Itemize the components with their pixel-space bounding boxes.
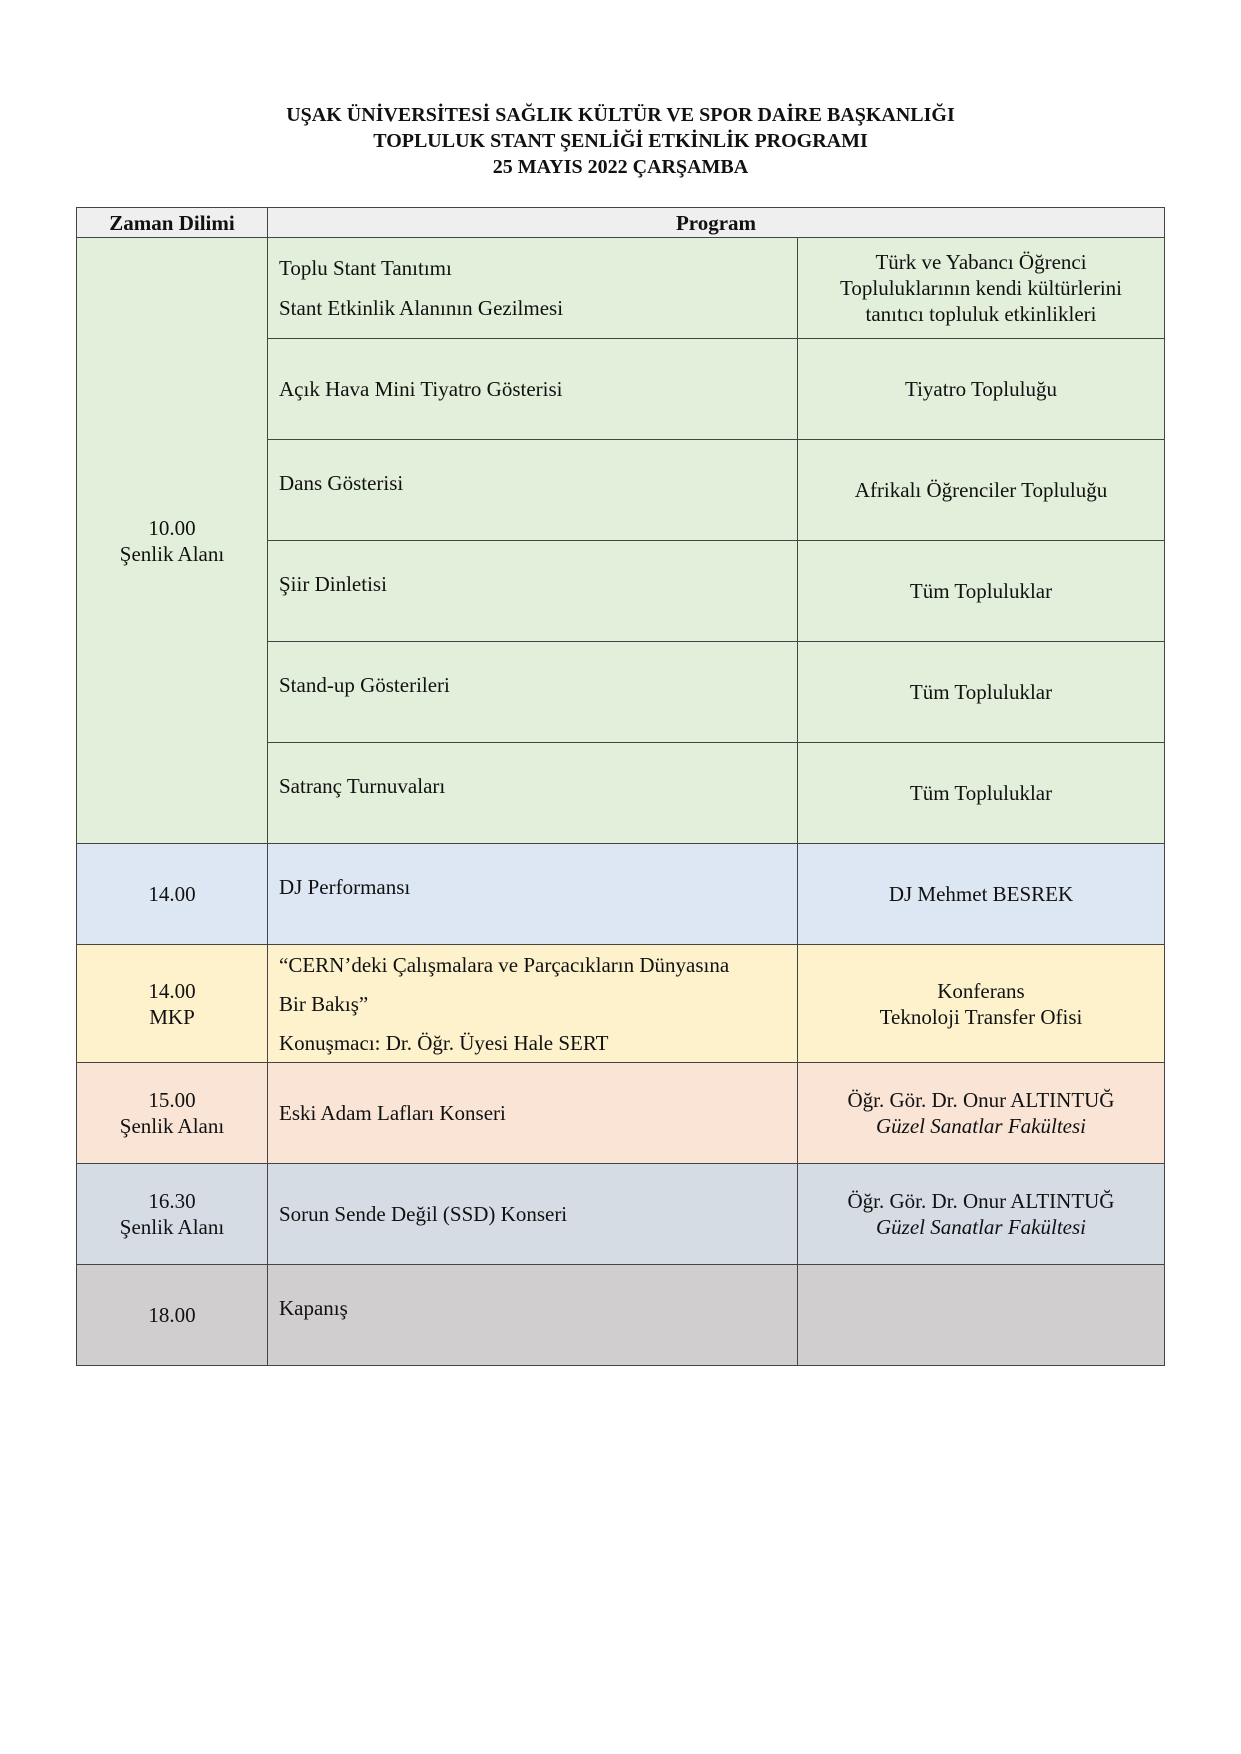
- time-cell: [77, 1063, 268, 1164]
- col-header-time: Zaman Dilimi: [77, 208, 268, 238]
- time-cell: [77, 844, 268, 945]
- table-row: [77, 1164, 1165, 1265]
- program-cell: [268, 1164, 798, 1265]
- program-cell: [268, 642, 798, 743]
- program-text: Dans Gösterisi: [279, 471, 404, 495]
- place-value: Şenlik Alanı: [119, 541, 225, 566]
- time-cell: [77, 1164, 268, 1265]
- header-date: 25 MAYIS 2022 ÇARŞAMBA: [492, 156, 749, 178]
- organizer-text: tanıtıcı topluluk etkinlikleri: [865, 302, 1097, 326]
- organizer-text: Tiyatro Topluluğu: [905, 377, 1057, 401]
- time-cell: [77, 238, 268, 844]
- organizer-cell: [798, 541, 1165, 642]
- organizer-text: Topluluklarının kendi kültürlerini: [840, 276, 1122, 300]
- organizer-text: DJ Mehmet BESREK: [888, 882, 1074, 906]
- organizer-cell: [798, 642, 1165, 743]
- program-cell: [268, 1265, 798, 1366]
- program-text: Stand-up Gösterileri: [279, 673, 450, 697]
- table-row: [77, 238, 1165, 339]
- table-row: [77, 844, 1165, 945]
- program-cell: [268, 440, 798, 541]
- program-cell: [268, 1063, 798, 1164]
- table-row: [77, 945, 1165, 1063]
- time-cell: [77, 1265, 268, 1366]
- program-text: Stant Etkinlik Alanının Gezilmesi: [279, 296, 564, 320]
- organizer-text: Tüm Topluluklar: [909, 579, 1053, 603]
- program-text: Bir Bakış”: [279, 991, 369, 1016]
- organizer-text: Türk ve Yabancı Öğrenci: [875, 250, 1087, 274]
- program-text: Satranç Turnuvaları: [279, 774, 446, 798]
- organizer-text: Afrikalı Öğrenciler Topluluğu: [854, 478, 1108, 502]
- time-value: 16.30: [148, 1189, 196, 1213]
- organizer-unit: Güzel Sanatlar Fakültesi: [876, 1215, 1086, 1239]
- time-value: 14.00: [148, 882, 196, 906]
- header-event-title: TOPLULUK STANT ŞENLİĞİ ETKİNLİK PROGRAMI: [373, 130, 868, 152]
- program-text: Konuşmacı: Dr. Öğr. Üyesi Hale SERT: [279, 1030, 609, 1055]
- organizer-text: Teknoloji Transfer Ofisi: [879, 1004, 1083, 1029]
- header-institution: UŞAK ÜNİVERSİTESİ SAĞLIK KÜLTÜR VE SPOR DAİRE BAŞKANLIĞI: [286, 104, 955, 126]
- time-value: 14.00: [148, 978, 196, 1003]
- table-row: [77, 1265, 1165, 1366]
- program-text: “CERN’deki Çalışmalara ve Parçacıkların Dünyasına: [279, 952, 730, 977]
- program-cell: [268, 238, 798, 339]
- place-value: MKP: [149, 1004, 195, 1029]
- organizer-unit: Güzel Sanatlar Fakültesi: [876, 1114, 1086, 1138]
- organizer-text: Tüm Topluluklar: [909, 680, 1053, 704]
- organizer-text: Konferans: [937, 978, 1025, 1003]
- col-header-program: Program: [268, 208, 1165, 238]
- organizer-cell: [798, 945, 1165, 1063]
- organizer-text: Öğr. Gör. Dr. Onur ALTINTUĞ: [847, 1189, 1115, 1213]
- program-text: Sorun Sende Değil (SSD) Konseri: [279, 1202, 568, 1226]
- organizer-text: Tüm Topluluklar: [909, 781, 1053, 805]
- program-table: [76, 207, 1165, 1366]
- program-text: Kapanış: [279, 1296, 348, 1320]
- program-text: Şiir Dinletisi: [279, 572, 387, 596]
- table-row: [77, 1063, 1165, 1164]
- time-value: 18.00: [148, 1303, 196, 1327]
- table-header-row: [77, 208, 1165, 238]
- organizer-text: Öğr. Gör. Dr. Onur ALTINTUĞ: [847, 1088, 1115, 1112]
- organizer-cell: [798, 844, 1165, 945]
- program-cell: [268, 339, 798, 440]
- program-cell: [268, 945, 798, 1063]
- program-cell: [268, 541, 798, 642]
- organizer-cell: [798, 743, 1165, 844]
- time-cell: [77, 945, 268, 1063]
- program-text: Eski Adam Lafları Konseri: [279, 1101, 506, 1125]
- time-value: 15.00: [148, 1088, 196, 1112]
- organizer-cell: [798, 1265, 1165, 1366]
- program-cell: [268, 844, 798, 945]
- program-text: Açık Hava Mini Tiyatro Gösterisi: [279, 377, 563, 401]
- program-text: Toplu Stant Tanıtımı: [279, 256, 452, 280]
- place-value: Şenlik Alanı: [119, 1215, 225, 1239]
- place-value: Şenlik Alanı: [119, 1114, 225, 1138]
- document-header: [0, 102, 1241, 180]
- program-cell: [268, 743, 798, 844]
- organizer-cell: [798, 440, 1165, 541]
- program-text: DJ Performansı: [279, 875, 411, 899]
- organizer-cell: [798, 238, 1165, 339]
- organizer-cell: [798, 1063, 1165, 1164]
- time-value: 10.00: [148, 515, 196, 540]
- organizer-cell: [798, 1164, 1165, 1265]
- organizer-cell: [798, 339, 1165, 440]
